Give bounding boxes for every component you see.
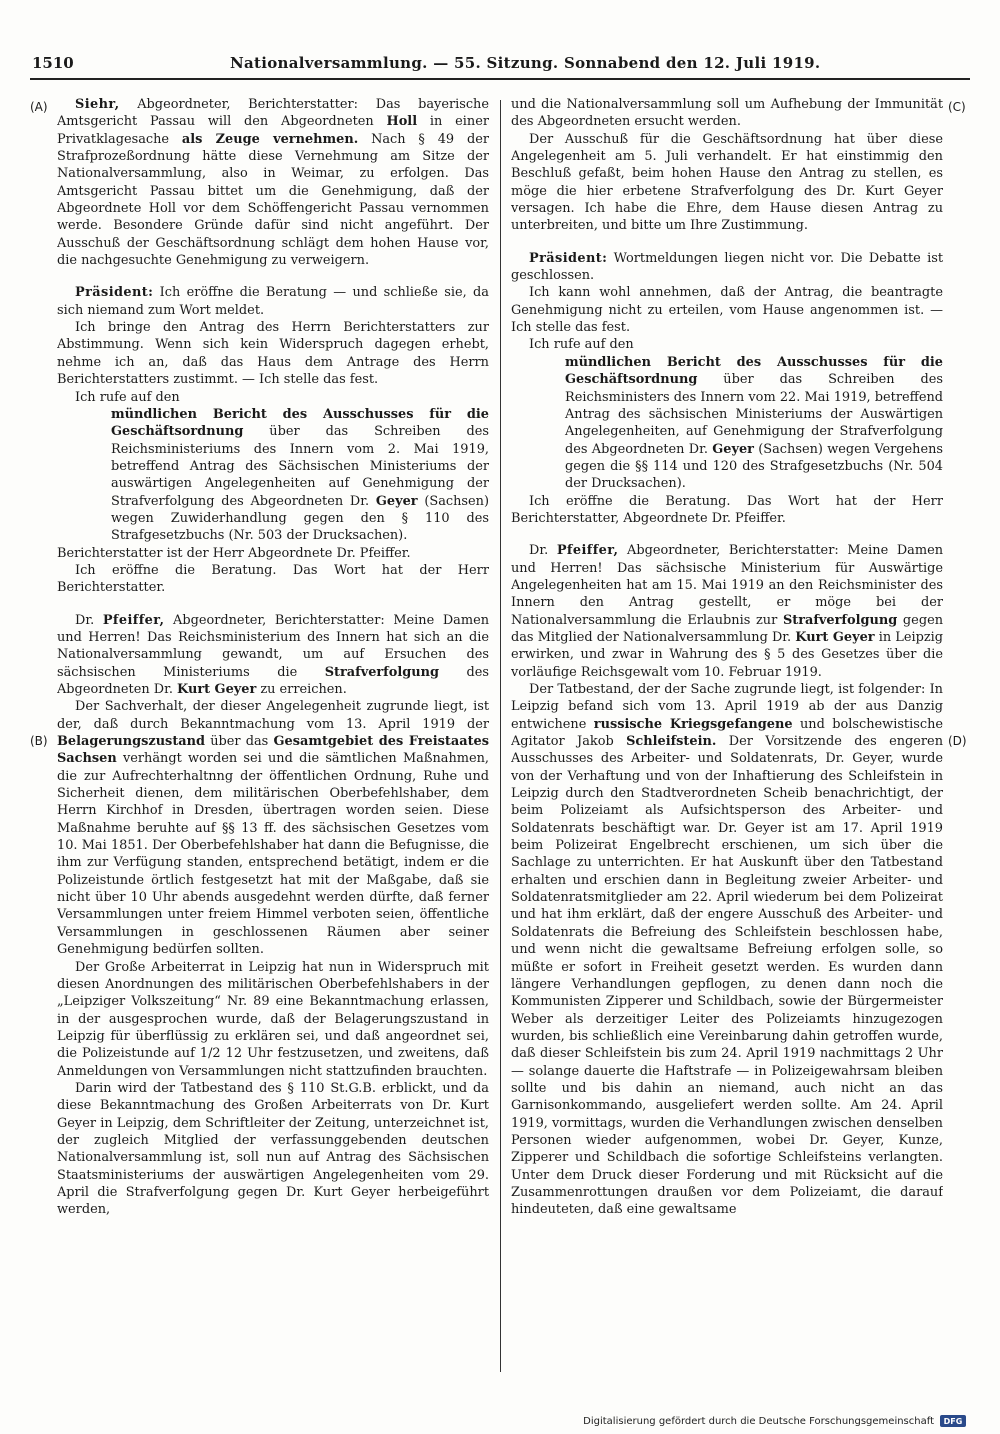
- column-divider: [500, 100, 501, 1372]
- page-number: 1510: [32, 54, 74, 72]
- running-title: Nationalversammlung. — 55. Sitzung. Sonnabend den 12. Juli 1919.: [230, 54, 821, 72]
- paragraph: Der Große Arbeiterrat in Leipzig hat nun in Widerspruch mit diesen Anordnungen des militärischen Oberbefehlshabers in der „Leipziger Volkszeitung“ Nr. 89 eine Bekanntmachung erlassen, in der ausgesprochen wurde, daß der Belagerungszustand in Leipzig für überflüssig zu erklären sei, und daß angeordnet sei, die Polizeistunde auf 1/2 12 Uhr festzusetzen, und zweitens, daß Anmeldungen von Versammlungen nicht stattzufinden brauchten.: [57, 959, 489, 1079]
- paragraph: Ich eröffne die Beratung. Das Wort hat der Herr Berichterstatter, Abgeordnete Dr. Pfeiffer.: [511, 493, 943, 526]
- paragraph: Der Tatbestand, der der Sache zugrunde liegt, ist folgender: In Leipzig befand sich vom 13. April 1919 ab der aus Danzig entwichene russische Kriegsgefangene und bolschewistische Agitator Jakob Schleifstein. Der Vorsitzende des engeren Ausschusses des Arbeiter- und Soldatenrats, Dr. Geyer, wurde von der Verhaftung und von der Inhaftierung des Schleifstein in Leipzig durch den Stadtverordneten Scheib benachrichtigt, der beim Polizeiamt als Aufsichtsperson des Arbeiter- und Soldatenrats beschäftigt war. Dr. Geyer ist am 17. April 1919 beim Polizeirat Engelbrecht erschienen, um sich über die Sachlage zu unterrichten. Er hat Auskunft über den Tatbestand erhalten und erschien dann in Begleitung zweier Arbeiter- und Soldatenratsmitglieder am 22. April wiederum bei dem Polizeirat und hat ihm erklärt, daß der engere Ausschuß des Arbeiter- und Soldatenrats die Befreiung des Schleifstein beschlossen habe, und wenn nicht die gewaltsame Befreiung erfolgen solle, so müßte er sofort in Freiheit gesetzt werden. Es wurden dann längere Verhandlungen gepflogen, zu denen dann noch die Kommunisten Zipperer und Schildbach, sowie der Bürgermeister Weber als derzeitiger Leiter des Polizeiamts hinzugezogen wurden, bis schließlich eine Vereinbarung dahin getroffen wurde, daß dieser Schleifstein bis zum 24. April 1919 nachmittags 2 Uhr — solange dauerte die Haftstrafe — in Polizeigewahrsam bleiben sollte und bis dahin an niemand, auch nicht an das Garnisonkommando, ausgeliefert werden sollte. Am 24. April 1919, vormittags, wurden die Verhandlungen zwischen denselben Personen wieder aufgenommen, wobei Dr. Geyer, Kunze, Zipperer und Schildbach die sofortige Schleifsteins verlangten. Unter dem Druck dieser Forderung und mit Rücksicht auf die Zusammenrottungen draußen vor dem Polizeiamt, die darauf hindeuteten, daß eine gewaltsame: [511, 682, 943, 1218]
- agenda-title: mündlichen Bericht des Ausschusses für die Geschäftsordnung: [111, 406, 489, 440]
- speaker-name: Pfeiffer,: [556, 543, 619, 559]
- paragraph: Dr. Pfeiffer, Abgeordneter, Berichterstatter: Meine Damen und Herren! Das Reichsministerium des Innern hat sich an die Nationalversammlung gewandt, um auf Ersuchen des sächsischen Ministeriums die Strafverfolgung des Abgeordneten Dr. Kurt Geyer zu erreichen.: [57, 612, 489, 697]
- paragraph: Ich rufe auf den: [529, 337, 634, 353]
- left-column: [57, 96, 489, 1378]
- paragraph: Präsident: Wortmeldungen liegen nicht vor. Die Debatte ist geschlossen.: [511, 250, 943, 284]
- dfg-logo-icon: DFG: [940, 1415, 966, 1427]
- paragraph: Ich kann wohl annehmen, daß der Antrag, die beantragte Genehmigung nicht zu erteilen, vom Hause angenommen ist. — Ich stelle das fest.: [511, 285, 943, 336]
- agenda-item: mündlichen Bericht des Ausschusses für die Geschäftsordnung über das Schreiben des Reichsministeriums des Innern vom 2. Mai 1919, betreffend Antrag des Sächsischen Ministeriums der auswärtigen Angelegenheiten auf Genehmigung der Strafverfolgung des Abgeordneten Dr. Geyer (Sachsen) wegen Zuwiderhandlung gegen den § 110 des Strafgesetzbuchs (Nr. 503 der Drucksachen).: [111, 406, 489, 544]
- speaker-name: Präsident:: [75, 285, 154, 301]
- paragraph: Siehr, Abgeordneter, Berichterstatter: Das bayerische Amtsgericht Passau will den Abgeordneten Holl in einer Privatklagesache als Zeuge vernehmen. Nach § 49 der Strafprozeßordnung hätte diese Vernehmung am Sitze der Nationalversammlung, also in Weimar, zu erfolgen. Das Amtsgericht Passau bittet um die Genehmigung, daß der Abgeordnete Holl vor dem Schöffengericht Passau vernommen werde. Besondere Gründe dafür sind nicht angeführt. Der Ausschuß der Geschäftsordnung schlägt dem hohen Hause vor, die nachgesuchte Genehmigung zu verweigern.: [57, 97, 489, 269]
- paragraph: und die Nationalversammlung soll um Aufhebung der Immunität des Abgeordneten ersucht werden.: [511, 97, 943, 130]
- speaker-name: Siehr,: [75, 97, 120, 112]
- paragraph: Der Ausschuß für die Geschäftsordnung hat über diese Angelegenheit am 5. Juli verhandelt. Er hat einstimmig den Beschluß gefaßt, beim hohen Hause den Antrag zu stellen, es möge die hier erbetene Strafverfolgung des Dr. Kurt Geyer versagen. Ich habe die Ehre, dem Hause diesen Antrag zu unterbreiten, und bitte um Ihre Zustimmung.: [511, 131, 943, 234]
- page-header: [30, 52, 970, 80]
- paragraph: Präsident: Ich eröffne die Beratung — und schließe sie, da sich niemand zum Wort meldet.: [57, 285, 489, 318]
- right-column: [511, 96, 943, 1378]
- credit-text: Digitalisierung gefördert durch die Deutsche Forschungsgemeinschaft: [583, 1415, 934, 1427]
- digitization-credit: [583, 1415, 966, 1427]
- paragraph: Ich bringe den Antrag des Herrn Berichterstatters zur Abstimmung. Wenn sich kein Widerspruch dagegen erhebt, nehme ich an, daß das Haus dem Antrage des Herrn Berichterstatters zustimmt. — Ich stelle das fest.: [57, 320, 489, 388]
- margin-marker-d: (D): [948, 734, 967, 748]
- margin-marker-c: (C): [948, 100, 966, 114]
- speaker-name: Präsident:: [529, 250, 608, 266]
- margin-marker-b: (B): [30, 734, 48, 748]
- paragraph: Dr. Pfeiffer, Abgeordneter, Berichterstatter: Meine Damen und Herren! Das sächsische Ministerium für Auswärtige Angelegenheiten hat am 15. Mai 1919 an den Reichsminister des Innern den Antrag gestellt, er möge bei der Nationalversammlung die Erlaubnis zur Strafverfolgung gegen das Mitglied der Nationalversammlung Dr. Kurt Geyer in Leipzig erwirken, und zwar in Wahrung des § 5 des Gesetzes über die vorläufige Reichsgewalt vom 10. Februar 1919.: [511, 543, 943, 680]
- paragraph: Der Sachverhalt, der dieser Angelegenheit zugrunde liegt, ist der, daß durch Bekanntmachung vom 13. April 1919 der Belagerungszustand über das Gesamtgebiet des Freistaates Sachsen verhängt worden sei und die sämtlichen Maßnahmen, die zur Aufrechterhaltnng der öffentlichen Ordnung, Ruhe und Sicherheit dienen, dem militärischen Oberbefehlshaber, dem Herrn Kirchhof in Dresden, übertragen worden seien. Diese Maßnahme beruhte auf §§ 13 ff. des sächsischen Gesetzes vom 10. Mai 1851. Der Oberbefehlshaber hat dann die Befugnisse, die ihm zur Verfügung standen, entsprechend betätigt, indem er die Polizeistunde örtlich festgesetzt hat mit der Maßgabe, daß sie nicht über 10 Uhr abends ausgedehnt werden dürfte, daß ferner Versammlungen unter freiem Himmel verboten seien, öffentliche Versammlungen in geschlossenen Räumen aber seiner Genehmigung bedürfen sollten.: [57, 699, 489, 958]
- paragraph: Darin wird der Tatbestand des § 110 St.G.B. erblickt, und da diese Bekanntmachung des Großen Arbeiterrats von Dr. Kurt Geyer in Leipzig, dem Schriftleiter der Zeitung, unterzeichnet ist, der zugleich Mitglied der verfassunggebenden deutschen Nationalversammlung ist, soll nun auf Antrag des Sächsischen Staatsministeriums der auswärtigen Angelegenheiten vom 29. April die Strafverfolgung gegen Dr. Kurt Geyer herbeigeführt werden,: [57, 1080, 489, 1218]
- paragraph: Ich eröffne die Beratung. Das Wort hat der Herr Berichterstatter.: [57, 562, 489, 596]
- margin-marker-a: (A): [30, 100, 48, 114]
- agenda-item: mündlichen Bericht des Ausschusses für die Geschäftsordnung über das Schreiben des Reichsministers des Innern vom 22. Mai 1919, betreffend Antrag des sächsischen Ministeriums der Auswärtigen Angelegenheiten, auf Genehmigung der Strafverfolgung des Abgeordneten Dr. Geyer (Sachsen) wegen Vergehens gegen die §§ 114 und 120 des Strafgesetzbuchs (Nr. 504 der Drucksachen).: [565, 354, 943, 492]
- paragraph: Berichterstatter ist der Herr Abgeordnete Dr. Pfeiffer.: [57, 545, 411, 561]
- agenda-title: mündlichen Bericht des Ausschusses für die Geschäftsordnung: [565, 354, 943, 388]
- speaker-name: Pfeiffer,: [102, 612, 165, 628]
- paragraph: Ich rufe auf den: [75, 389, 180, 405]
